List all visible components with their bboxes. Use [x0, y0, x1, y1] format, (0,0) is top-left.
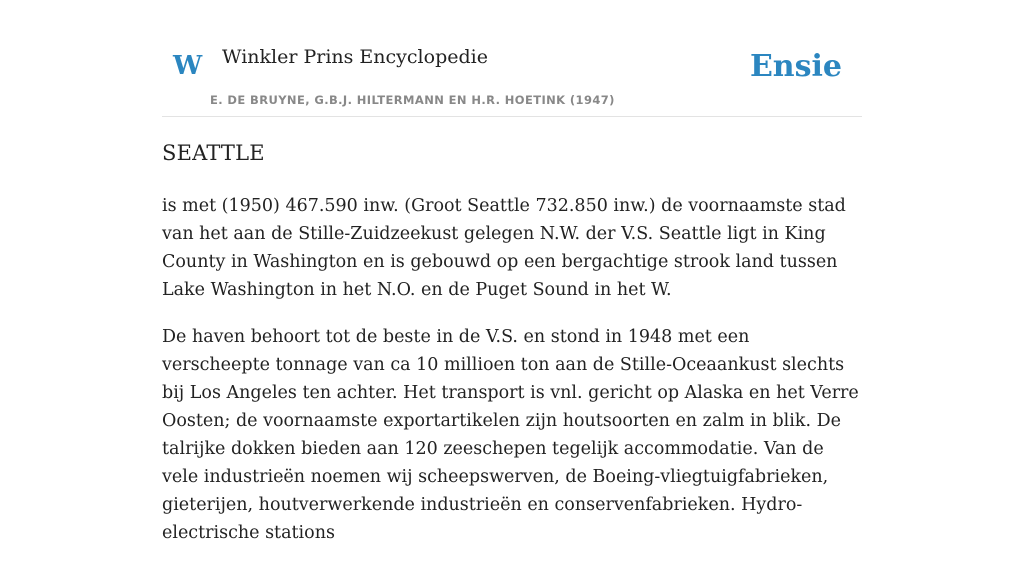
site-header	[162, 0, 862, 117]
article-paragraph: De haven behoort tot de beste in de V.S. en stond in 1948 met een verscheepte tonnage van ca 10 millioen ton aan de Stille-Oceaankust slechts bij Los Angeles ten achter. Het transport is vnl. gericht op Alaska en het Verre Oosten; de voornaamste exportartikelen zijn houtsoorten en zalm in blik. De talrijke dokken bieden aan 120 zeeschepen tegelijk accommodatie. Van de vele industrieën noemen wij scheepswerven, de Boeing-vliegtuigfabrieken, gieterijen, houtverwerkende industrieën en conservenfabrieken. Hydro-electrische stations	[162, 327, 859, 543]
article-body	[162, 192, 862, 566]
source-authors: E. DE BRUYNE, G.B.J. HILTERMANN EN H.R. HOETINK (1947)	[210, 93, 615, 107]
article-title: SEATTLE	[162, 141, 265, 165]
source-title-link[interactable]: Winkler Prins Encyclopedie	[222, 46, 488, 68]
article-paragraph: is met (1950) 467.590 inw. (Groot Seattle 732.850 inw.) de voornaamste stad van het aan de Stille-Zuidzeekust gelegen N.W. der V.S. Seattle ligt in King County in Washington en is gebouwd op een bergachtige strook land tussen Lake Washington in het N.O. en de Puget Sound in het W.	[162, 196, 846, 300]
source-logo[interactable]: W	[173, 51, 203, 81]
ensie-logo-link[interactable]: Ensie	[749, 49, 842, 84]
